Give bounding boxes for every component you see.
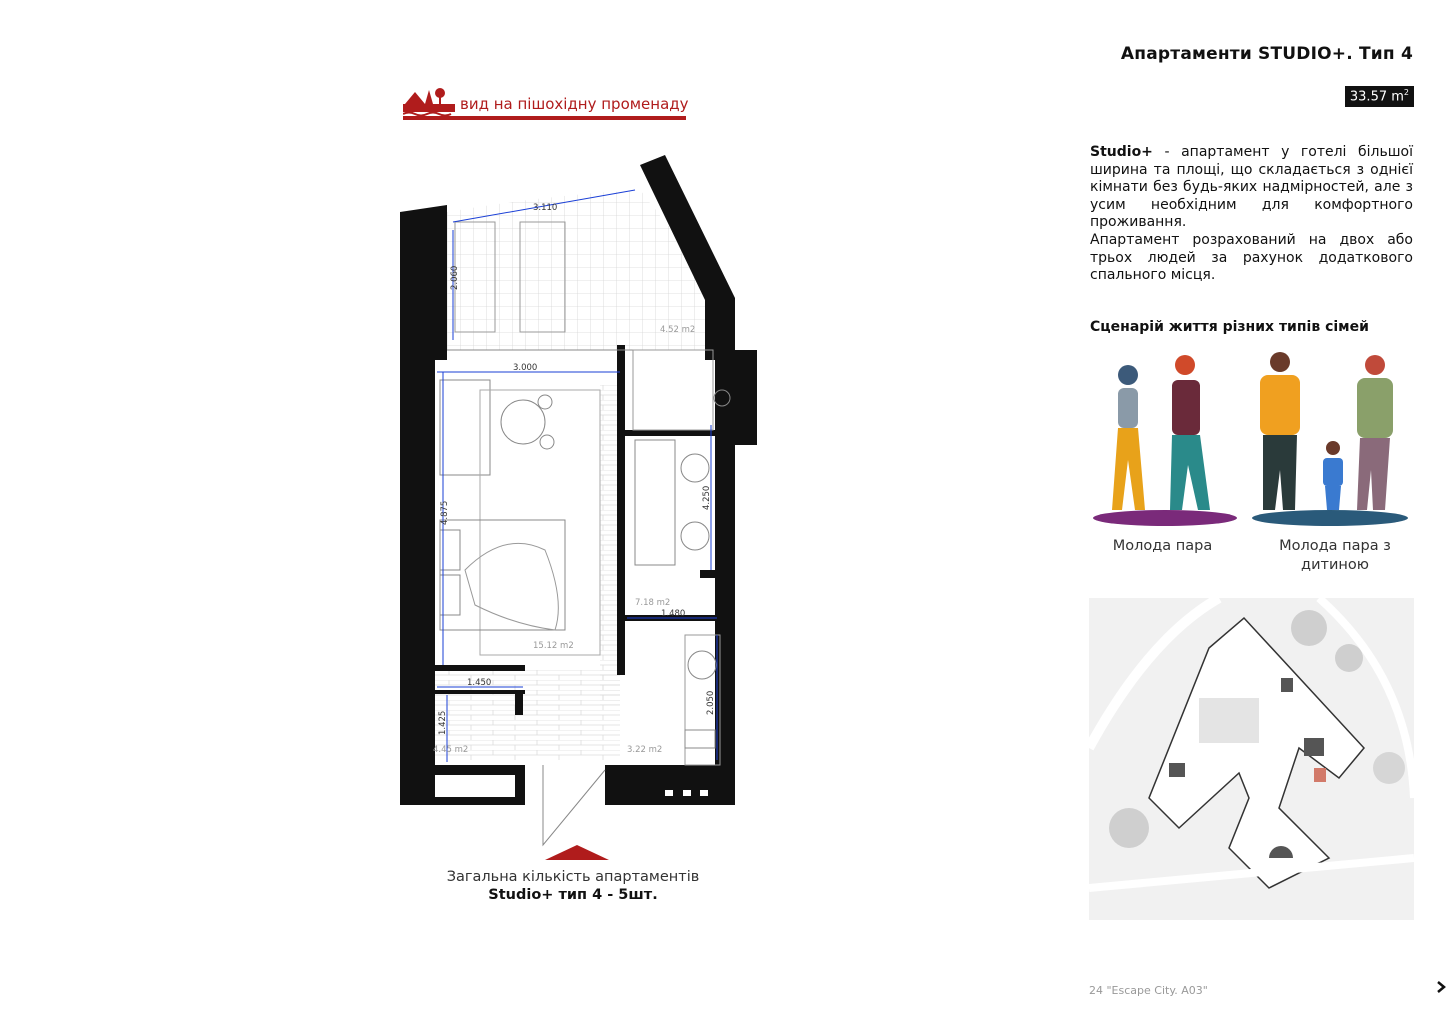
desc-p2: Апартамент розрахований на двох або трьох людей за рахунок додаткового спального місця. xyxy=(1090,231,1413,284)
area-kitchen: 3.22 m2 xyxy=(627,745,663,755)
area-badge xyxy=(1345,86,1414,107)
area-room: 15.12 m2 xyxy=(533,641,574,651)
dim-balcony-depth: 2.060 xyxy=(450,265,460,290)
area-unit-sup: 2 xyxy=(1403,88,1409,97)
desc-bold-term: Studio+ xyxy=(1090,144,1153,160)
dim-kitchen-width: 1.480 xyxy=(661,609,686,619)
area-bath: 7.18 m2 xyxy=(635,598,671,608)
young-couple-illustration xyxy=(1090,350,1240,530)
desc-p1: - апартамент у готелі більшої ширина та площі, що складається з однієї кімнати без будь-яких надмірностей, але з усим необхідним для комфортного проживання. xyxy=(1090,144,1413,231)
dim-bath-depth: 4.250 xyxy=(702,485,712,510)
area-value: 33.57 m xyxy=(1349,89,1404,105)
dim-balcony-width: 3.110 xyxy=(533,203,558,213)
area-balcony: 4.52 m2 xyxy=(660,325,696,335)
site-plan xyxy=(1089,598,1414,920)
page-title: Апартаменти STUDIO+. Тип 4 xyxy=(1120,44,1413,64)
view-label: вид на пішохідну променаду xyxy=(460,95,689,113)
total-line2: Studio+ тип 4 - 5шт. xyxy=(488,887,658,903)
landscape-icon xyxy=(403,86,455,120)
scenario-title: Сценарій життя різних типів сімей xyxy=(1090,319,1369,335)
total-apartments xyxy=(420,868,726,904)
floor-plan xyxy=(395,150,765,870)
caption-couple-with-child: Молода пара з дитиною xyxy=(1279,538,1391,573)
dim-wardrobe-width: 1.450 xyxy=(467,678,492,688)
dim-room-depth: 4.875 xyxy=(440,500,450,525)
caption-young-couple: Молода пара xyxy=(1112,538,1213,554)
dim-hall-depth: 1.425 xyxy=(438,710,448,735)
description xyxy=(1090,144,1413,285)
view-underline xyxy=(403,116,686,120)
page-footer: 24 "Escape City. A03" xyxy=(1089,984,1208,997)
area-hall: 4.45 m2 xyxy=(433,745,469,755)
total-line1: Загальна кількість апартаментів xyxy=(446,869,700,885)
family-with-child-illustration xyxy=(1245,350,1415,530)
dim-room-width: 3.000 xyxy=(513,363,538,373)
dim-kitchen-depth: 2.050 xyxy=(706,690,716,715)
next-page-arrow-icon[interactable] xyxy=(1436,980,1446,994)
